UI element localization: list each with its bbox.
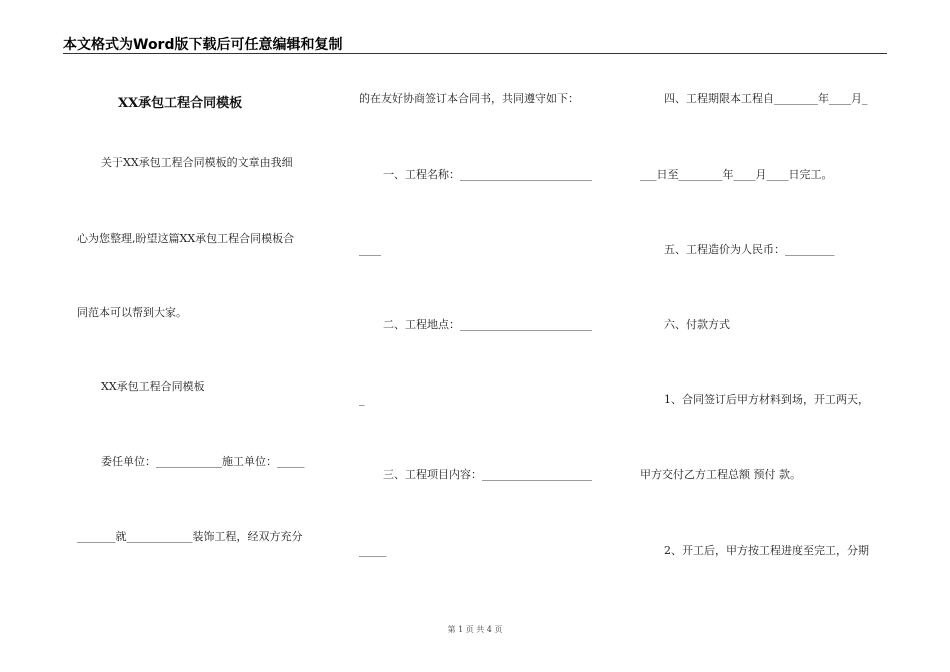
left-paragraph-line: _______就____________装饰工程，经双方充分	[77, 530, 303, 543]
section-heading: XX承包工程合同模板	[101, 380, 205, 393]
contract-clause-line: 五、工程造价为人民币：_________	[664, 243, 835, 256]
contract-clause-line: 六、付款方式	[664, 318, 730, 331]
middle-paragraph-line: ____	[359, 243, 381, 256]
right-paragraph-line: 甲方交付乙方工程总额 预付 款。	[640, 468, 801, 481]
contract-clause-line: 2、开工后，甲方按工程进度至完工，分期	[664, 544, 869, 557]
left-paragraph-line: 心为您整理,盼望这篇XX承包工程合同模板合	[77, 232, 295, 245]
header-divider	[63, 53, 887, 54]
right-paragraph-line: ___日至________年____月____日完工。	[640, 168, 833, 181]
middle-paragraph-line: 的在友好协商签订本合同书，共同遵守如下：	[359, 92, 579, 105]
page-number-footer: 第 1 页 共 4 页	[447, 625, 503, 634]
contract-clause-line: 四、工程期限本工程自________年____月_	[664, 92, 868, 105]
left-paragraph-line: 同范本可以帮到大家。	[77, 306, 187, 319]
middle-paragraph-line: _____	[359, 544, 387, 557]
document-title: XX承包工程合同模板	[118, 96, 243, 111]
contract-clause-line: 三、工程项目内容：____________________	[383, 468, 592, 481]
contract-clause-line: 1、合同签订后甲方材料到场，开工两天，	[664, 393, 869, 406]
left-paragraph-line: 关于XX承包工程合同模板的文章由我细	[101, 156, 293, 169]
middle-paragraph-line: _	[359, 393, 365, 406]
contract-clause-line: 一、工程名称：________________________	[383, 168, 592, 181]
page-header-title: 本文格式为Word版下载后可任意编辑和复制	[63, 37, 343, 53]
contract-clause-line: 二、工程地点：________________________	[383, 318, 592, 331]
left-paragraph-line: 委任单位：____________施工单位：_____	[101, 455, 305, 468]
